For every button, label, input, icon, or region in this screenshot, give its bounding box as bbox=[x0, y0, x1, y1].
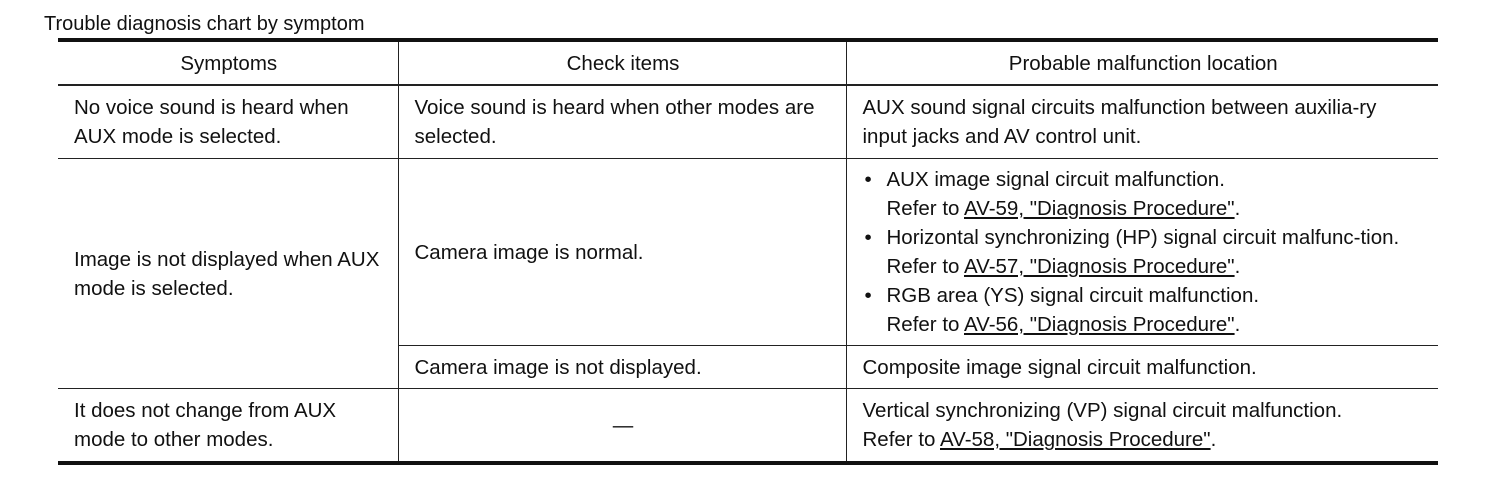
check-cell: Voice sound is heard when other modes are selected. bbox=[398, 85, 846, 159]
period: . bbox=[1210, 428, 1217, 451]
period: . bbox=[1234, 313, 1241, 336]
header-symptoms: Symptoms bbox=[58, 40, 398, 85]
refer-text: Refer to bbox=[886, 255, 960, 278]
location-cell bbox=[846, 159, 1438, 346]
table-caption: Trouble diagnosis chart by symptom bbox=[44, 13, 365, 35]
period: . bbox=[1234, 197, 1241, 220]
header-check-items: Check items bbox=[398, 40, 846, 85]
bullet-text: Horizontal synchronizing (HP) signal circuit malfunc-tion. bbox=[886, 226, 1400, 249]
symptom-cell: No voice sound is heard when AUX mode is selected. bbox=[58, 85, 398, 159]
table-row bbox=[58, 389, 1438, 464]
refer-text: Refer to bbox=[886, 197, 960, 220]
bullet-text: RGB area (YS) signal circuit malfunction. bbox=[886, 284, 1260, 307]
symptom-cell: It does not change from AUX mode to other modes. bbox=[58, 389, 398, 464]
bullet-text: AUX image signal circuit malfunction. bbox=[886, 168, 1225, 191]
check-cell: Camera image is not displayed. bbox=[398, 346, 846, 389]
reference-link[interactable]: AV-57, "Diagnosis Procedure" bbox=[964, 255, 1235, 278]
table-row bbox=[58, 159, 1438, 346]
list-item bbox=[863, 281, 1425, 339]
check-cell: Camera image is normal. bbox=[398, 159, 846, 346]
reference-link[interactable]: AV-56, "Diagnosis Procedure" bbox=[964, 313, 1235, 336]
check-cell: — bbox=[398, 389, 846, 464]
location-cell bbox=[846, 389, 1438, 464]
location-cell: Composite image signal circuit malfunction. bbox=[846, 346, 1438, 389]
table-header-row bbox=[58, 40, 1438, 85]
table-row bbox=[58, 85, 1438, 159]
reference-link[interactable]: AV-59, "Diagnosis Procedure" bbox=[964, 197, 1235, 220]
diagnosis-table bbox=[58, 38, 1438, 465]
reference-link[interactable]: AV-58, "Diagnosis Procedure" bbox=[940, 428, 1211, 451]
list-item bbox=[863, 223, 1425, 281]
header-location: Probable malfunction location bbox=[846, 40, 1438, 85]
refer-text: Refer to bbox=[862, 428, 936, 451]
refer-text: Refer to bbox=[886, 313, 960, 336]
list-item bbox=[863, 165, 1425, 223]
location-text: Vertical synchronizing (VP) signal circuit malfunction. bbox=[862, 399, 1343, 422]
location-bullet-list bbox=[863, 165, 1425, 339]
symptom-cell: Image is not displayed when AUX mode is selected. bbox=[58, 159, 398, 389]
location-cell: AUX sound signal circuits malfunction between auxilia-ry input jacks and AV control unit. bbox=[846, 85, 1438, 159]
period: . bbox=[1234, 255, 1241, 278]
